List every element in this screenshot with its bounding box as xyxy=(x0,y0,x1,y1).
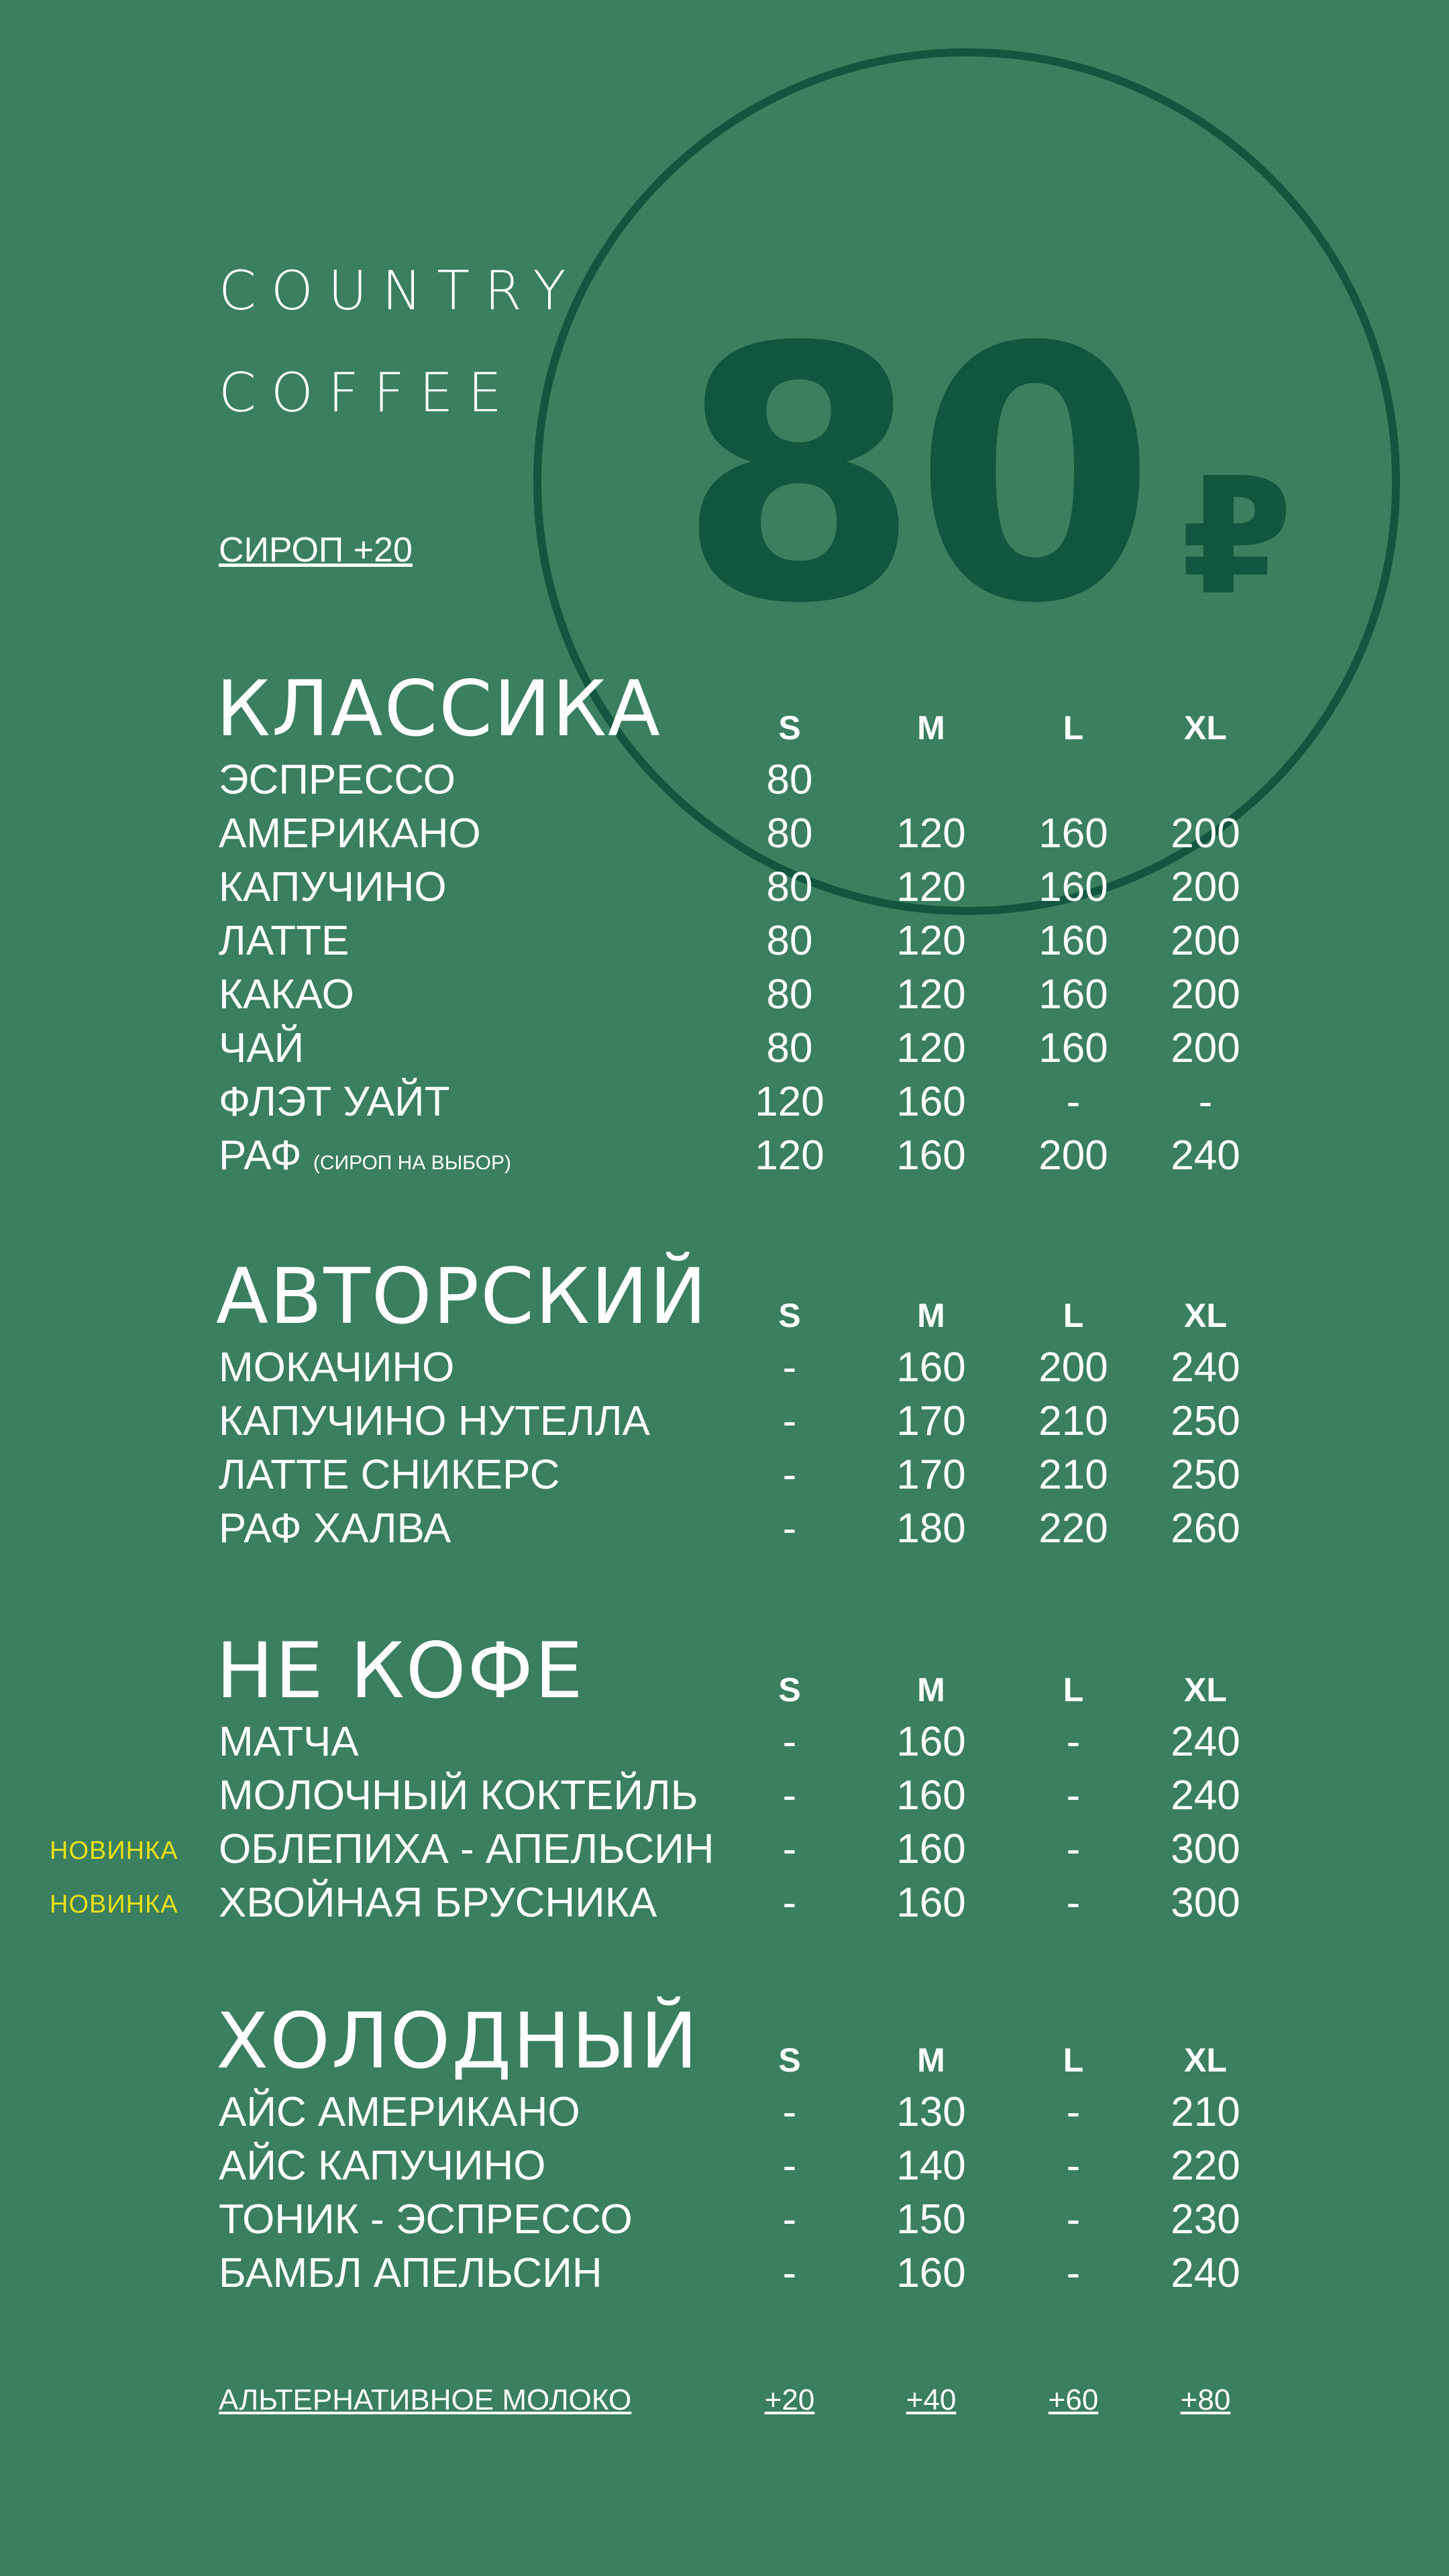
menu-row xyxy=(0,1882,1449,1936)
price-s: 80 xyxy=(766,918,813,964)
price-s: 80 xyxy=(766,971,813,1018)
price-xl: 250 xyxy=(1171,1398,1240,1444)
price-s: - xyxy=(782,2089,797,2135)
section-title: КЛАССИКА xyxy=(216,664,662,753)
price-l: 160 xyxy=(1038,864,1108,910)
item-name: ТОНИК - ЭСПРЕССО xyxy=(219,2196,633,2243)
price-m: 160 xyxy=(896,1132,966,1179)
price-xl: 200 xyxy=(1171,810,1240,857)
item-name: КАПУЧИНО xyxy=(219,864,447,910)
price-m: 180 xyxy=(896,1505,966,1552)
price-m: 120 xyxy=(896,1025,966,1071)
price-xl: - xyxy=(1198,1079,1213,1125)
item-name: ЭСПРЕССО xyxy=(219,757,456,803)
menu-row xyxy=(0,1025,1449,1081)
price-l: - xyxy=(1066,1079,1081,1125)
price-s: - xyxy=(782,2143,797,2189)
size-header-l: L xyxy=(1063,1671,1084,1709)
size-header-s: S xyxy=(778,1671,801,1709)
item-name: ХВОЙНАЯ БРУСНИКА xyxy=(219,1880,657,1926)
price-m: 120 xyxy=(896,810,966,857)
item-name: АЙС КАПУЧИНО xyxy=(219,2143,546,2189)
price-s: - xyxy=(782,2250,797,2296)
price-s: - xyxy=(782,1398,797,1444)
price-l: 200 xyxy=(1038,1344,1108,1391)
price-s: 120 xyxy=(755,1132,824,1179)
menu-row xyxy=(0,1721,1449,1775)
price-m: 160 xyxy=(896,1772,966,1819)
alt-milk-label: АЛЬТЕРНАТИВНОЕ МОЛОКО xyxy=(219,2383,632,2416)
item-name xyxy=(219,1132,511,1179)
price-s: - xyxy=(782,2196,797,2243)
item-name: БАМБЛ АПЕЛЬСИН xyxy=(219,2250,602,2296)
item-name: ЧАЙ xyxy=(219,1025,305,1071)
menu-row xyxy=(0,920,1449,974)
price-xl: 220 xyxy=(1171,2143,1240,2189)
price-xl: 250 xyxy=(1171,1452,1240,1498)
price-m: 130 xyxy=(896,2089,966,2135)
menu-row xyxy=(0,2145,1449,2199)
menu-row xyxy=(0,759,1449,813)
menu-row xyxy=(0,1398,1449,1454)
promo-currency: ₽ xyxy=(1181,443,1293,631)
price-l: 160 xyxy=(1038,810,1108,857)
price-m: 140 xyxy=(896,2143,966,2189)
price-s: 120 xyxy=(755,1079,824,1125)
item-name: КАПУЧИНО НУТЕЛЛА xyxy=(219,1398,650,1444)
size-header-m: M xyxy=(917,2041,945,2079)
price-l: 160 xyxy=(1038,918,1108,964)
price-s: - xyxy=(782,1505,797,1552)
menu-row xyxy=(0,2250,1449,2306)
brand-line-1: COUNTRY xyxy=(219,260,581,322)
price-l: 160 xyxy=(1038,971,1108,1018)
price-xl: 260 xyxy=(1171,1505,1240,1552)
price-l: - xyxy=(1066,2089,1081,2135)
item-name-text: РАФ xyxy=(219,1132,302,1179)
item-name: КАКАО xyxy=(219,971,354,1018)
price-m: 160 xyxy=(896,2250,966,2296)
size-header-l: L xyxy=(1063,2041,1084,2079)
item-name: ОБЛЕПИХА - АПЕЛЬСИН xyxy=(219,1826,714,1872)
menu-row xyxy=(0,1454,1449,1508)
item-name: РАФ ХАЛВА xyxy=(219,1505,451,1552)
price-m: 150 xyxy=(896,2196,966,2243)
size-header-xl: XL xyxy=(1184,1671,1227,1709)
menu-row xyxy=(0,2089,1449,2145)
price-m: 160 xyxy=(896,1880,966,1926)
size-header-xl: XL xyxy=(1184,2041,1227,2079)
alt-milk-price-xl: +80 xyxy=(1180,2383,1231,2416)
price-xl: 230 xyxy=(1171,2196,1240,2243)
size-header-xl: XL xyxy=(1184,709,1227,747)
price-m: 170 xyxy=(896,1452,966,1498)
price-s: 80 xyxy=(766,864,813,910)
item-name: ФЛЭТ УАЙТ xyxy=(219,1079,450,1125)
price-m: 120 xyxy=(896,971,966,1018)
price-l: 200 xyxy=(1038,1132,1108,1179)
brand-line-2: COFFEE xyxy=(219,362,517,424)
price-s: 80 xyxy=(766,810,813,857)
section-title: ХОЛОДНЫЙ xyxy=(216,1996,699,2086)
menu-row xyxy=(0,1081,1449,1135)
menu-row xyxy=(0,1772,1449,1829)
price-l: 210 xyxy=(1038,1398,1108,1444)
menu-row xyxy=(0,864,1449,920)
item-name: АМЕРИКАНО xyxy=(219,810,481,857)
price-s: - xyxy=(782,1719,797,1765)
price-l: - xyxy=(1066,1880,1081,1926)
price-l: - xyxy=(1066,2250,1081,2296)
price-m: 120 xyxy=(896,918,966,964)
item-name: АЙС АМЕРИКАНО xyxy=(219,2089,580,2135)
new-badge: НОВИНКА xyxy=(50,1837,178,1865)
promo-price: 80 xyxy=(678,273,1150,680)
menu-row xyxy=(0,1505,1449,1562)
size-header-m: M xyxy=(917,1671,945,1709)
price-m: 160 xyxy=(896,1079,966,1125)
price-xl: 240 xyxy=(1171,1772,1240,1819)
menu-row xyxy=(0,810,1449,867)
item-name: МОКАЧИНО xyxy=(219,1344,455,1391)
menu-row xyxy=(0,2196,1449,2253)
price-l: 220 xyxy=(1038,1505,1108,1552)
price-s: 80 xyxy=(766,757,813,803)
price-s: - xyxy=(782,1344,797,1391)
alt-milk-price-l: +60 xyxy=(1048,2383,1099,2416)
price-xl: 200 xyxy=(1171,864,1240,910)
price-xl: 200 xyxy=(1171,918,1240,964)
item-name: ЛАТТЕ xyxy=(219,918,350,964)
price-l: - xyxy=(1066,2196,1081,2243)
alt-milk-price-m: +40 xyxy=(906,2383,957,2416)
price-l: - xyxy=(1066,1826,1081,1872)
size-header-m: M xyxy=(917,709,945,747)
price-xl: 240 xyxy=(1171,2250,1240,2296)
price-l: 160 xyxy=(1038,1025,1108,1071)
price-l: - xyxy=(1066,1719,1081,1765)
price-l: - xyxy=(1066,2143,1081,2189)
price-xl: 240 xyxy=(1171,1132,1240,1179)
price-xl: 240 xyxy=(1171,1719,1240,1765)
price-xl: 240 xyxy=(1171,1344,1240,1391)
price-s: - xyxy=(782,1880,797,1926)
price-xl: 200 xyxy=(1171,971,1240,1018)
menu-row xyxy=(0,1826,1449,1882)
item-name: ЛАТТЕ СНИКЕРС xyxy=(219,1452,560,1498)
size-header-m: M xyxy=(917,1297,945,1334)
section-title: НЕ КОФЕ xyxy=(216,1626,584,1715)
size-header-s: S xyxy=(778,709,801,747)
size-header-l: L xyxy=(1063,1297,1084,1334)
price-l: - xyxy=(1066,1772,1081,1819)
item-name: МАТЧА xyxy=(219,1719,359,1765)
menu-row xyxy=(0,971,1449,1028)
size-header-s: S xyxy=(778,2041,801,2079)
alt-milk-price-s: +20 xyxy=(764,2383,815,2416)
price-m: 160 xyxy=(896,1826,966,1872)
price-s: - xyxy=(782,1772,797,1819)
item-name: МОЛОЧНЫЙ КОКТЕЙЛЬ xyxy=(219,1772,698,1819)
price-m: 160 xyxy=(896,1344,966,1391)
menu-row xyxy=(0,1132,1449,1189)
size-header-s: S xyxy=(778,1297,801,1334)
price-s: - xyxy=(782,1452,797,1498)
syrup-note: СИРОП +20 xyxy=(219,531,413,570)
size-header-l: L xyxy=(1063,709,1084,747)
price-xl: 200 xyxy=(1171,1025,1240,1071)
price-l: 210 xyxy=(1038,1452,1108,1498)
section-title: АВТОРСКИЙ xyxy=(216,1252,708,1341)
price-xl: 210 xyxy=(1171,2089,1240,2135)
size-header-xl: XL xyxy=(1184,1297,1227,1334)
price-m: 120 xyxy=(896,864,966,910)
item-note: (СИРОП НА ВЫБОР) xyxy=(313,1152,511,1174)
price-s: - xyxy=(782,1826,797,1872)
menu-row xyxy=(0,1344,1449,1401)
price-m: 170 xyxy=(896,1398,966,1444)
new-badge: НОВИНКА xyxy=(50,1890,178,1919)
price-xl: 300 xyxy=(1171,1880,1240,1926)
price-s: 80 xyxy=(766,1025,813,1071)
price-m: 160 xyxy=(896,1719,966,1765)
alt-milk-row xyxy=(0,2385,1449,2432)
price-xl: 300 xyxy=(1171,1826,1240,1872)
